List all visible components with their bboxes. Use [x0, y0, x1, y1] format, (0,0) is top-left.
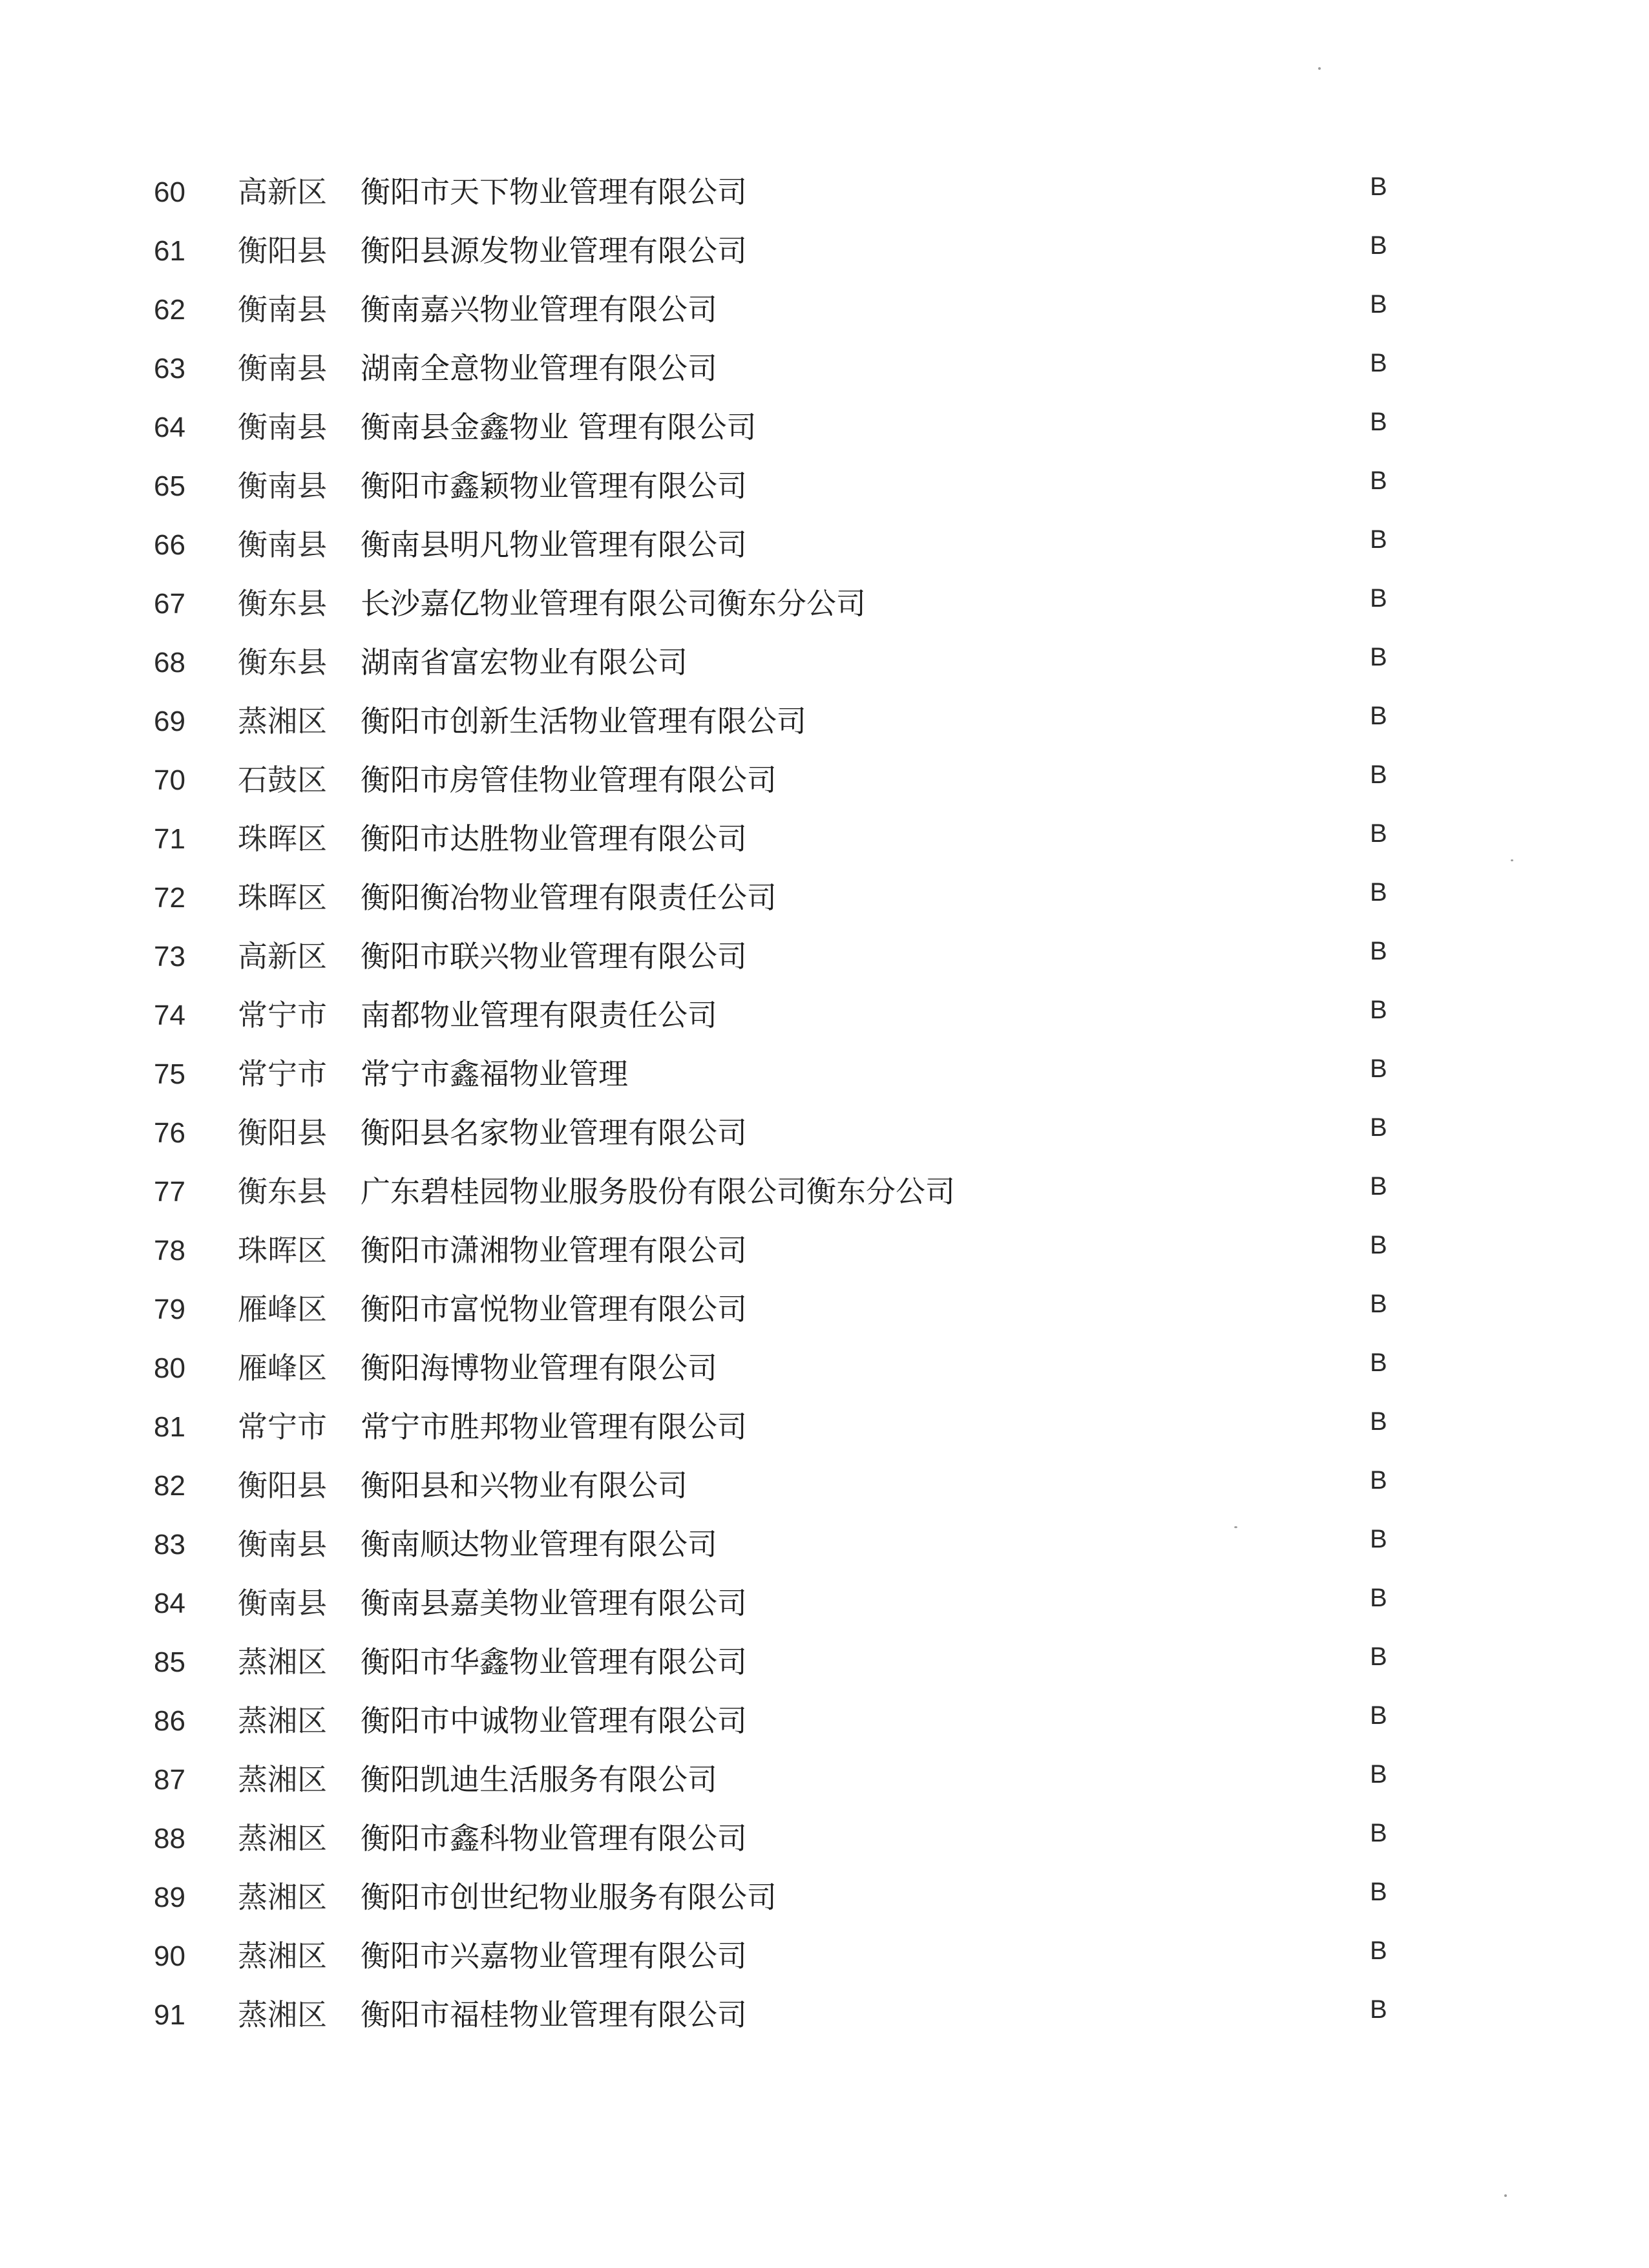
grade-badge: B	[1370, 1349, 1387, 1377]
row-number: 78	[154, 1235, 185, 1266]
list-row	[0, 1339, 1649, 1398]
grade-badge: B	[1370, 290, 1387, 319]
list-row	[0, 986, 1649, 1045]
company-name: 衡南顺达物业管理有限公司	[361, 1527, 717, 1562]
company-name: 湖南省富宏物业有限公司	[361, 645, 688, 680]
row-number: 66	[154, 529, 185, 561]
row-number: 64	[154, 412, 185, 443]
company-name: 常宁市鑫福物业管理	[361, 1056, 628, 1091]
list-row	[0, 868, 1649, 927]
company-name: 衡阳市联兴物业管理有限公司	[361, 939, 747, 974]
company-name: 长沙嘉亿物业管理有限公司衡东分公司	[361, 586, 866, 621]
district-name: 常宁市	[238, 1409, 327, 1444]
row-number: 72	[154, 882, 185, 914]
district-name: 蒸湘区	[238, 1644, 327, 1679]
grade-badge: B	[1370, 761, 1387, 789]
row-number: 91	[154, 1999, 185, 2031]
scan-speck	[1318, 67, 1321, 70]
grade-badge: B	[1370, 1701, 1387, 1730]
list-row	[0, 1221, 1649, 1280]
company-name: 衡阳市华鑫物业管理有限公司	[361, 1644, 747, 1679]
district-name: 衡南县	[238, 468, 327, 503]
row-number: 65	[154, 470, 185, 502]
list-row	[0, 1809, 1649, 1868]
company-name: 衡阳市潇湘物业管理有限公司	[361, 1233, 747, 1268]
district-name: 衡阳县	[238, 233, 327, 268]
list-row	[0, 1692, 1649, 1750]
grade-badge: B	[1370, 878, 1387, 907]
company-name: 衡南县嘉美物业管理有限公司	[361, 1586, 747, 1621]
district-name: 蒸湘区	[238, 1703, 327, 1738]
row-number: 68	[154, 647, 185, 678]
scan-speck	[1511, 859, 1513, 861]
row-number: 69	[154, 706, 185, 737]
grade-badge: B	[1370, 408, 1387, 436]
row-number: 89	[154, 1882, 185, 1913]
district-name: 蒸湘区	[238, 1938, 327, 1973]
district-name: 高新区	[238, 174, 327, 209]
district-name: 衡南县	[238, 292, 327, 327]
company-name: 衡阳衡冶物业管理有限责任公司	[361, 880, 777, 915]
list-row	[0, 163, 1649, 222]
district-name: 珠晖区	[238, 1233, 327, 1268]
company-name: 衡阳市创世纪物业服务有限公司	[361, 1880, 777, 1915]
company-name: 湖南全意物业管理有限公司	[361, 351, 717, 386]
list-row	[0, 927, 1649, 986]
company-name: 衡阳市鑫科物业管理有限公司	[361, 1821, 747, 1856]
list-row	[0, 1574, 1649, 1633]
row-number: 60	[154, 176, 185, 208]
row-number: 62	[154, 294, 185, 326]
grade-badge: B	[1370, 937, 1387, 965]
grade-badge: B	[1370, 1055, 1387, 1083]
company-name: 衡阳县源发物业管理有限公司	[361, 233, 747, 268]
grade-badge: B	[1370, 1995, 1387, 2024]
company-name: 衡南县明凡物业管理有限公司	[361, 527, 747, 562]
row-number: 61	[154, 235, 185, 267]
row-number: 71	[154, 823, 185, 855]
grade-badge: B	[1370, 1525, 1387, 1553]
company-name: 衡南县金鑫物业 管理有限公司	[361, 410, 757, 445]
list-row	[0, 1515, 1649, 1574]
district-name: 雁峰区	[238, 1292, 327, 1327]
row-number: 81	[154, 1411, 185, 1443]
list-row	[0, 810, 1649, 868]
district-name: 常宁市	[238, 998, 327, 1033]
scan-speck	[1504, 2194, 1507, 2197]
company-list	[0, 163, 1649, 2044]
company-name: 衡阳市达胜物业管理有限公司	[361, 821, 747, 856]
list-row	[0, 1456, 1649, 1515]
scan-speck	[1234, 1526, 1237, 1528]
district-name: 衡阳县	[238, 1468, 327, 1503]
row-number: 88	[154, 1823, 185, 1854]
list-row	[0, 516, 1649, 574]
row-number: 75	[154, 1058, 185, 1090]
list-row	[0, 398, 1649, 457]
row-number: 74	[154, 1000, 185, 1031]
district-name: 蒸湘区	[238, 704, 327, 739]
company-name: 衡阳市房管佳物业管理有限公司	[361, 762, 777, 797]
row-number: 67	[154, 588, 185, 620]
grade-badge: B	[1370, 1760, 1387, 1789]
company-name: 衡阳市福桂物业管理有限公司	[361, 1997, 747, 2032]
grade-badge: B	[1370, 1819, 1387, 1847]
district-name: 衡东县	[238, 586, 327, 621]
grade-badge: B	[1370, 525, 1387, 554]
district-name: 衡南县	[238, 410, 327, 445]
list-row	[0, 280, 1649, 339]
row-number: 86	[154, 1705, 185, 1737]
list-row	[0, 1633, 1649, 1692]
grade-badge: B	[1370, 702, 1387, 730]
company-name: 衡阳市天下物业管理有限公司	[361, 174, 747, 209]
list-row	[0, 751, 1649, 810]
company-name: 衡阳县和兴物业有限公司	[361, 1468, 688, 1503]
list-row	[0, 457, 1649, 516]
grade-badge: B	[1370, 819, 1387, 848]
grade-badge: B	[1370, 349, 1387, 377]
company-name: 广东碧桂园物业服务股份有限公司衡东分公司	[361, 1174, 955, 1209]
district-name: 衡南县	[238, 1527, 327, 1562]
grade-badge: B	[1370, 1937, 1387, 1965]
list-row	[0, 1398, 1649, 1456]
list-row	[0, 222, 1649, 280]
district-name: 常宁市	[238, 1056, 327, 1091]
grade-badge: B	[1370, 996, 1387, 1024]
list-row	[0, 1986, 1649, 2044]
row-number: 82	[154, 1470, 185, 1502]
district-name: 蒸湘区	[238, 1762, 327, 1797]
company-name: 南都物业管理有限责任公司	[361, 998, 717, 1033]
district-name: 蒸湘区	[238, 1821, 327, 1856]
row-number: 70	[154, 764, 185, 796]
grade-badge: B	[1370, 1407, 1387, 1436]
grade-badge: B	[1370, 1466, 1387, 1495]
row-number: 90	[154, 1940, 185, 1972]
company-name: 衡阳市鑫颖物业管理有限公司	[361, 468, 747, 503]
grade-badge: B	[1370, 467, 1387, 495]
grade-badge: B	[1370, 173, 1387, 201]
grade-badge: B	[1370, 1290, 1387, 1318]
district-name: 衡南县	[238, 351, 327, 386]
row-number: 76	[154, 1117, 185, 1149]
district-name: 衡南县	[238, 527, 327, 562]
grade-badge: B	[1370, 1113, 1387, 1142]
row-number: 85	[154, 1646, 185, 1678]
list-row	[0, 1280, 1649, 1339]
list-row	[0, 1868, 1649, 1927]
list-row	[0, 1104, 1649, 1162]
row-number: 73	[154, 941, 185, 972]
list-row	[0, 339, 1649, 398]
list-row	[0, 1927, 1649, 1986]
company-name: 衡阳县名家物业管理有限公司	[361, 1115, 747, 1150]
list-row	[0, 574, 1649, 633]
list-row	[0, 1045, 1649, 1104]
grade-badge: B	[1370, 231, 1387, 260]
company-name: 衡阳海博物业管理有限公司	[361, 1350, 717, 1385]
list-row	[0, 1750, 1649, 1809]
grade-badge: B	[1370, 1172, 1387, 1201]
company-name: 衡阳市创新生活物业管理有限公司	[361, 704, 806, 739]
district-name: 衡东县	[238, 1174, 327, 1209]
company-name: 衡阳凯迪生活服务有限公司	[361, 1762, 717, 1797]
grade-badge: B	[1370, 1584, 1387, 1612]
row-number: 87	[154, 1764, 185, 1796]
district-name: 蒸湘区	[238, 1997, 327, 2032]
district-name: 蒸湘区	[238, 1880, 327, 1915]
company-name: 衡南嘉兴物业管理有限公司	[361, 292, 717, 327]
grade-badge: B	[1370, 1231, 1387, 1259]
company-name: 衡阳市中诚物业管理有限公司	[361, 1703, 747, 1738]
district-name: 雁峰区	[238, 1350, 327, 1385]
row-number: 79	[154, 1294, 185, 1325]
district-name: 衡阳县	[238, 1115, 327, 1150]
row-number: 83	[154, 1529, 185, 1560]
company-name: 衡阳市富悦物业管理有限公司	[361, 1292, 747, 1327]
grade-badge: B	[1370, 584, 1387, 613]
row-number: 77	[154, 1176, 185, 1208]
district-name: 衡东县	[238, 645, 327, 680]
district-name: 高新区	[238, 939, 327, 974]
row-number: 63	[154, 353, 185, 384]
list-row	[0, 633, 1649, 692]
company-name: 衡阳市兴嘉物业管理有限公司	[361, 1938, 747, 1973]
list-row	[0, 692, 1649, 751]
grade-badge: B	[1370, 1643, 1387, 1671]
row-number: 80	[154, 1352, 185, 1384]
district-name: 石鼓区	[238, 762, 327, 797]
list-row	[0, 1162, 1649, 1221]
row-number: 84	[154, 1588, 185, 1619]
district-name: 珠晖区	[238, 821, 327, 856]
district-name: 衡南县	[238, 1586, 327, 1621]
grade-badge: B	[1370, 643, 1387, 671]
grade-badge: B	[1370, 1878, 1387, 1906]
company-name: 常宁市胜邦物业管理有限公司	[361, 1409, 747, 1444]
district-name: 珠晖区	[238, 880, 327, 915]
